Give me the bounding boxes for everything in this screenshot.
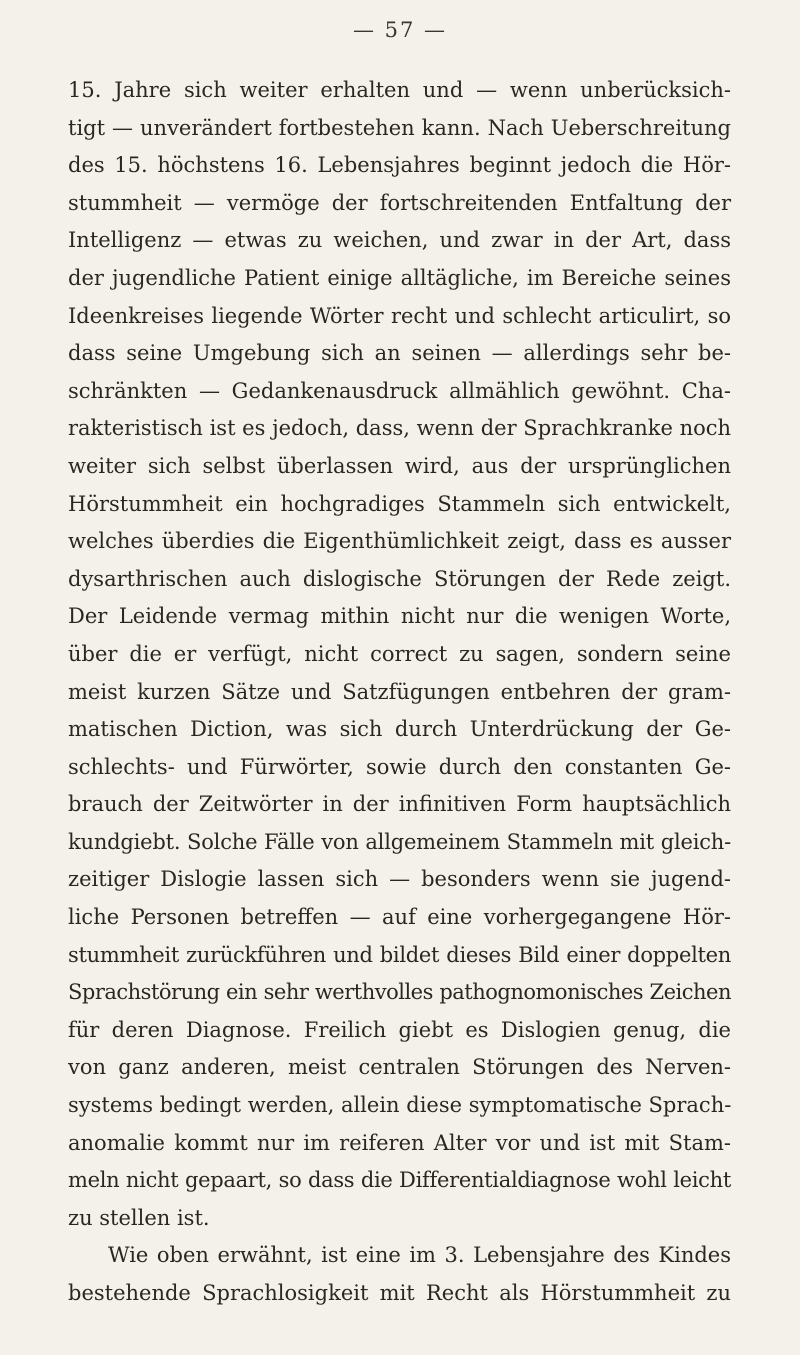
text-line: Sprachstörung ein sehr werthvolles pathognomonisches Zeichen [68,980,731,1005]
text-line: liche Personen betreffen — auf eine vorhergegangene Hör- [68,905,731,930]
text-line: Ideenkreises liegende Wörter recht und schlecht articulirt, so [68,303,731,328]
text-line: zu stellen ist. [68,1205,210,1230]
body-text [68,72,731,1313]
text-line: des 15. höchstens 16. Lebensjahres beginnt jedoch die Hör- [68,153,731,178]
text-line: Hörstummheit ein hochgradiges Stammeln sich entwickelt, [68,491,731,516]
text-line: schränkten — Gedankenausdruck allmählich gewöhnt. Cha- [68,378,731,403]
text-line: dysarthrischen auch dislogische Störungen der Rede zeigt. [68,566,731,591]
text-line: kundgiebt. Solche Fälle von allgemeinem Stammeln mit gleich- [68,829,731,854]
text-line: brauch der Zeitwörter in der infinitiven Form hauptsächlich [68,792,731,817]
text-line: schlechts- und Fürwörter, sowie durch den constanten Ge- [68,754,731,779]
text-line: anomalie kommt nur im reiferen Alter vor und ist mit Stam- [68,1130,731,1155]
text-line: matischen Diction, was sich durch Unterdrückung der Ge- [68,717,731,742]
text-line: über die er verfügt, nicht correct zu sagen, sondern seine [68,641,731,666]
text-line: dass seine Umgebung sich an seinen — allerdings sehr be- [68,341,731,366]
text-line: systems bedingt werden, allein diese symptomatische Sprach- [68,1093,732,1118]
text-line: stummheit zurückführen und bildet dieses Bild einer doppelten [68,942,731,967]
text-line: weiter sich selbst überlassen wird, aus der ursprünglichen [68,453,731,478]
text-line: von ganz anderen, meist centralen Störungen des Nerven- [68,1055,731,1080]
text-line: für deren Diagnose. Freilich giebt es Dislogien genug, die [68,1017,731,1042]
text-line: welches überdies die Eigenthümlichkeit zeigt, dass es ausser [68,529,731,554]
text-line: zeitiger Dislogie lassen sich — besonders wenn sie jugend- [68,867,731,892]
text-line: Intelligenz — etwas zu weichen, und zwar in der Art, dass [68,228,731,253]
text-line: der jugendliche Patient einige alltägliche, im Bereiche seines [68,265,731,290]
text-line: meln nicht gepaart, so dass die Differentialdiagnose wohl leicht [68,1168,731,1193]
page-number: — 57 — [352,18,448,42]
text-line: stummheit — vermöge der fortschreitenden Entfaltung der [68,190,731,215]
text-line: bestehende Sprachlosigkeit mit Recht als Hörstummheit zu [68,1281,731,1305]
text-line: Der Leidende vermag mithin nicht nur die wenigen Worte, [68,604,731,629]
text-line: rakteristisch ist es jedoch, dass, wenn der Sprachkranke noch [68,416,732,441]
text-line: 15. Jahre sich weiter erhalten und — wenn unberücksich- [68,78,731,102]
text-line: Wie oben erwähnt, ist eine im 3. Lebensjahre des Kindes [108,1243,731,1268]
text-line: tigt — unverändert fortbestehen kann. Nach Ueberschreitung [68,115,731,140]
text-line: meist kurzen Sätze und Satzfügungen entbehren der gram- [68,679,731,704]
